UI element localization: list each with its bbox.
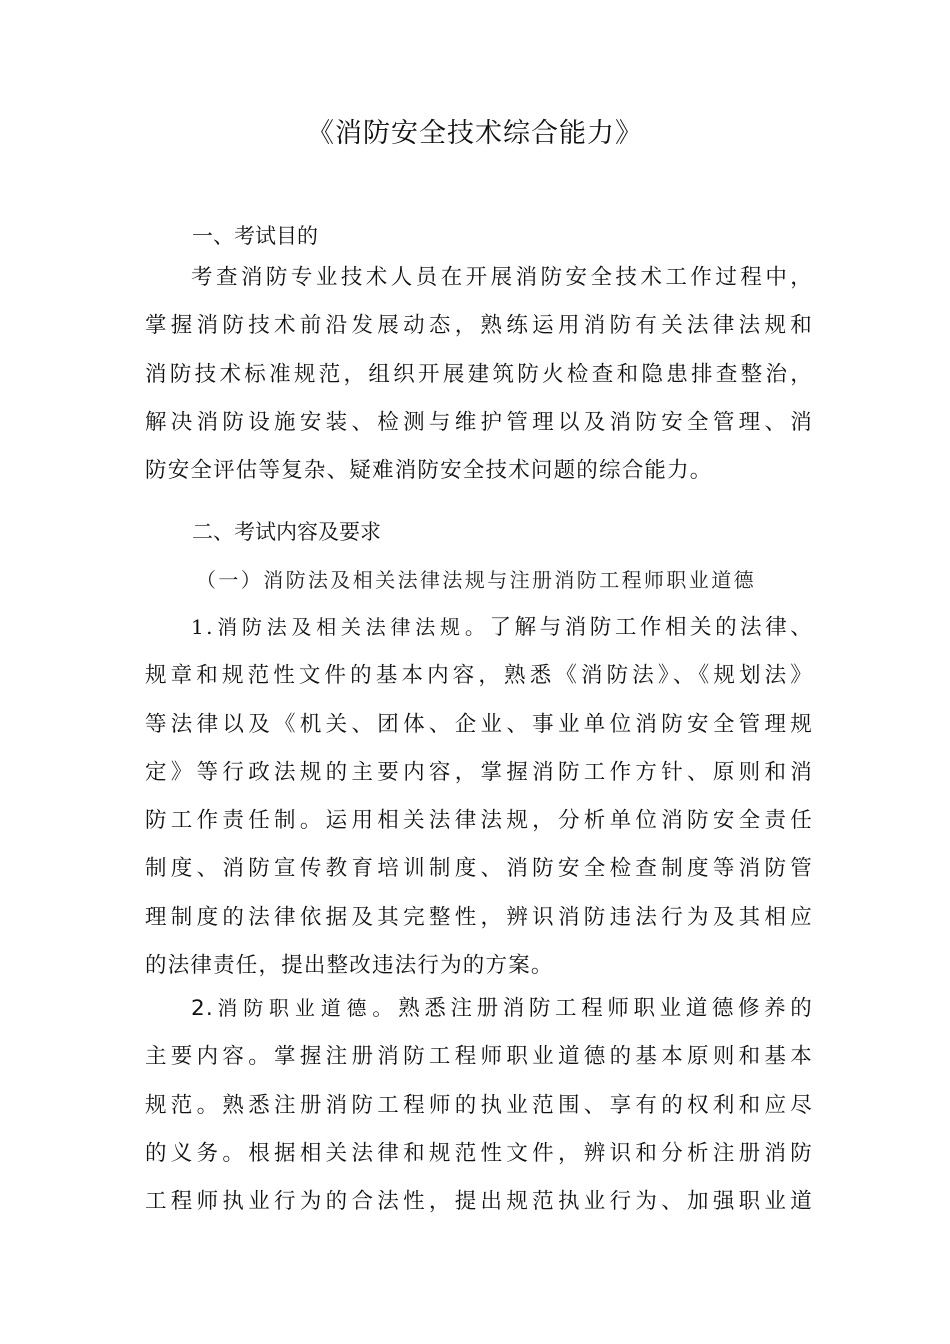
item-2-first-line-rest: 熟悉注册消防工程师职业道德修养的 bbox=[398, 996, 813, 1021]
subsection-heading: （一）消防法及相关法律法规与注册消防工程师职业道德 bbox=[196, 568, 756, 592]
paragraph-line: 的义务。根据相关法律和规范性文件，辨识和分析注册消防 bbox=[145, 1140, 813, 1166]
document-title: 《消防安全技术综合能力》 bbox=[307, 118, 643, 149]
paragraph-line: 等法律以及《机关、团体、企业、事业单位消防安全管理规 bbox=[145, 711, 813, 737]
paragraph-line: 解决消防设施安装、检测与维护管理以及消防安全管理、消 bbox=[145, 409, 813, 435]
item-2-paragraph bbox=[145, 984, 813, 1226]
item-2-number: 2. bbox=[191, 996, 214, 1021]
paragraph-line: 理制度的法律依据及其完整性，辨识消防违法行为及其相应 bbox=[145, 904, 813, 930]
paragraph-line: 定》等行政法规的主要内容，掌握消防工作方针、原则和消 bbox=[145, 759, 813, 785]
item-1-first-line-rest: 了解与消防工作相关的法律、 bbox=[489, 615, 813, 640]
paragraph-line: 工程师执业行为的合法性，提出规范执业行为、加强职业道 bbox=[145, 1189, 813, 1215]
paragraph-line: 规章和规范性文件的基本内容，熟悉《消防法》、《规划法》 bbox=[145, 663, 813, 689]
paragraph-line bbox=[145, 984, 813, 1033]
section-heading-content-requirements: 二、考试内容及要求 bbox=[192, 520, 381, 544]
paragraph-line: 规范。熟悉注册消防工程师的执业范围、享有的权利和应尽 bbox=[145, 1092, 813, 1118]
item-1-lead: 1.消防法及相关法律法规。 bbox=[191, 615, 490, 639]
item-1-paragraph bbox=[145, 603, 813, 990]
paragraph-line: 考查消防专业技术人员在开展消防安全技术工作过程中， bbox=[191, 265, 813, 290]
section-heading-exam-purpose: 一、考试目的 bbox=[192, 224, 318, 248]
paragraph-line: 制度、消防宣传教育培训制度、消防安全检查制度等消防管 bbox=[145, 856, 813, 882]
paragraph-line: 防安全评估等复杂、疑难消防安全技术问题的综合能力。 bbox=[145, 458, 713, 484]
paragraph-line: 掌握消防技术前沿发展动态，熟练运用消防有关法律法规和 bbox=[145, 313, 813, 339]
paragraph-line: 主要内容。掌握注册消防工程师职业道德的基本原则和基本 bbox=[145, 1044, 813, 1070]
paragraph-line: 的法律责任，提出整改违法行为的方案。 bbox=[145, 953, 554, 979]
exam-purpose-paragraph bbox=[145, 254, 813, 495]
paragraph-line: 消防技术标准规范，组织开展建筑防火检查和隐患排查整治， bbox=[145, 361, 813, 387]
paragraph-line: 防工作责任制。运用相关法律法规，分析单位消防安全责任 bbox=[145, 808, 813, 834]
paragraph-line bbox=[145, 603, 813, 652]
item-2-lead: 消防职业道德。 bbox=[213, 996, 399, 1020]
